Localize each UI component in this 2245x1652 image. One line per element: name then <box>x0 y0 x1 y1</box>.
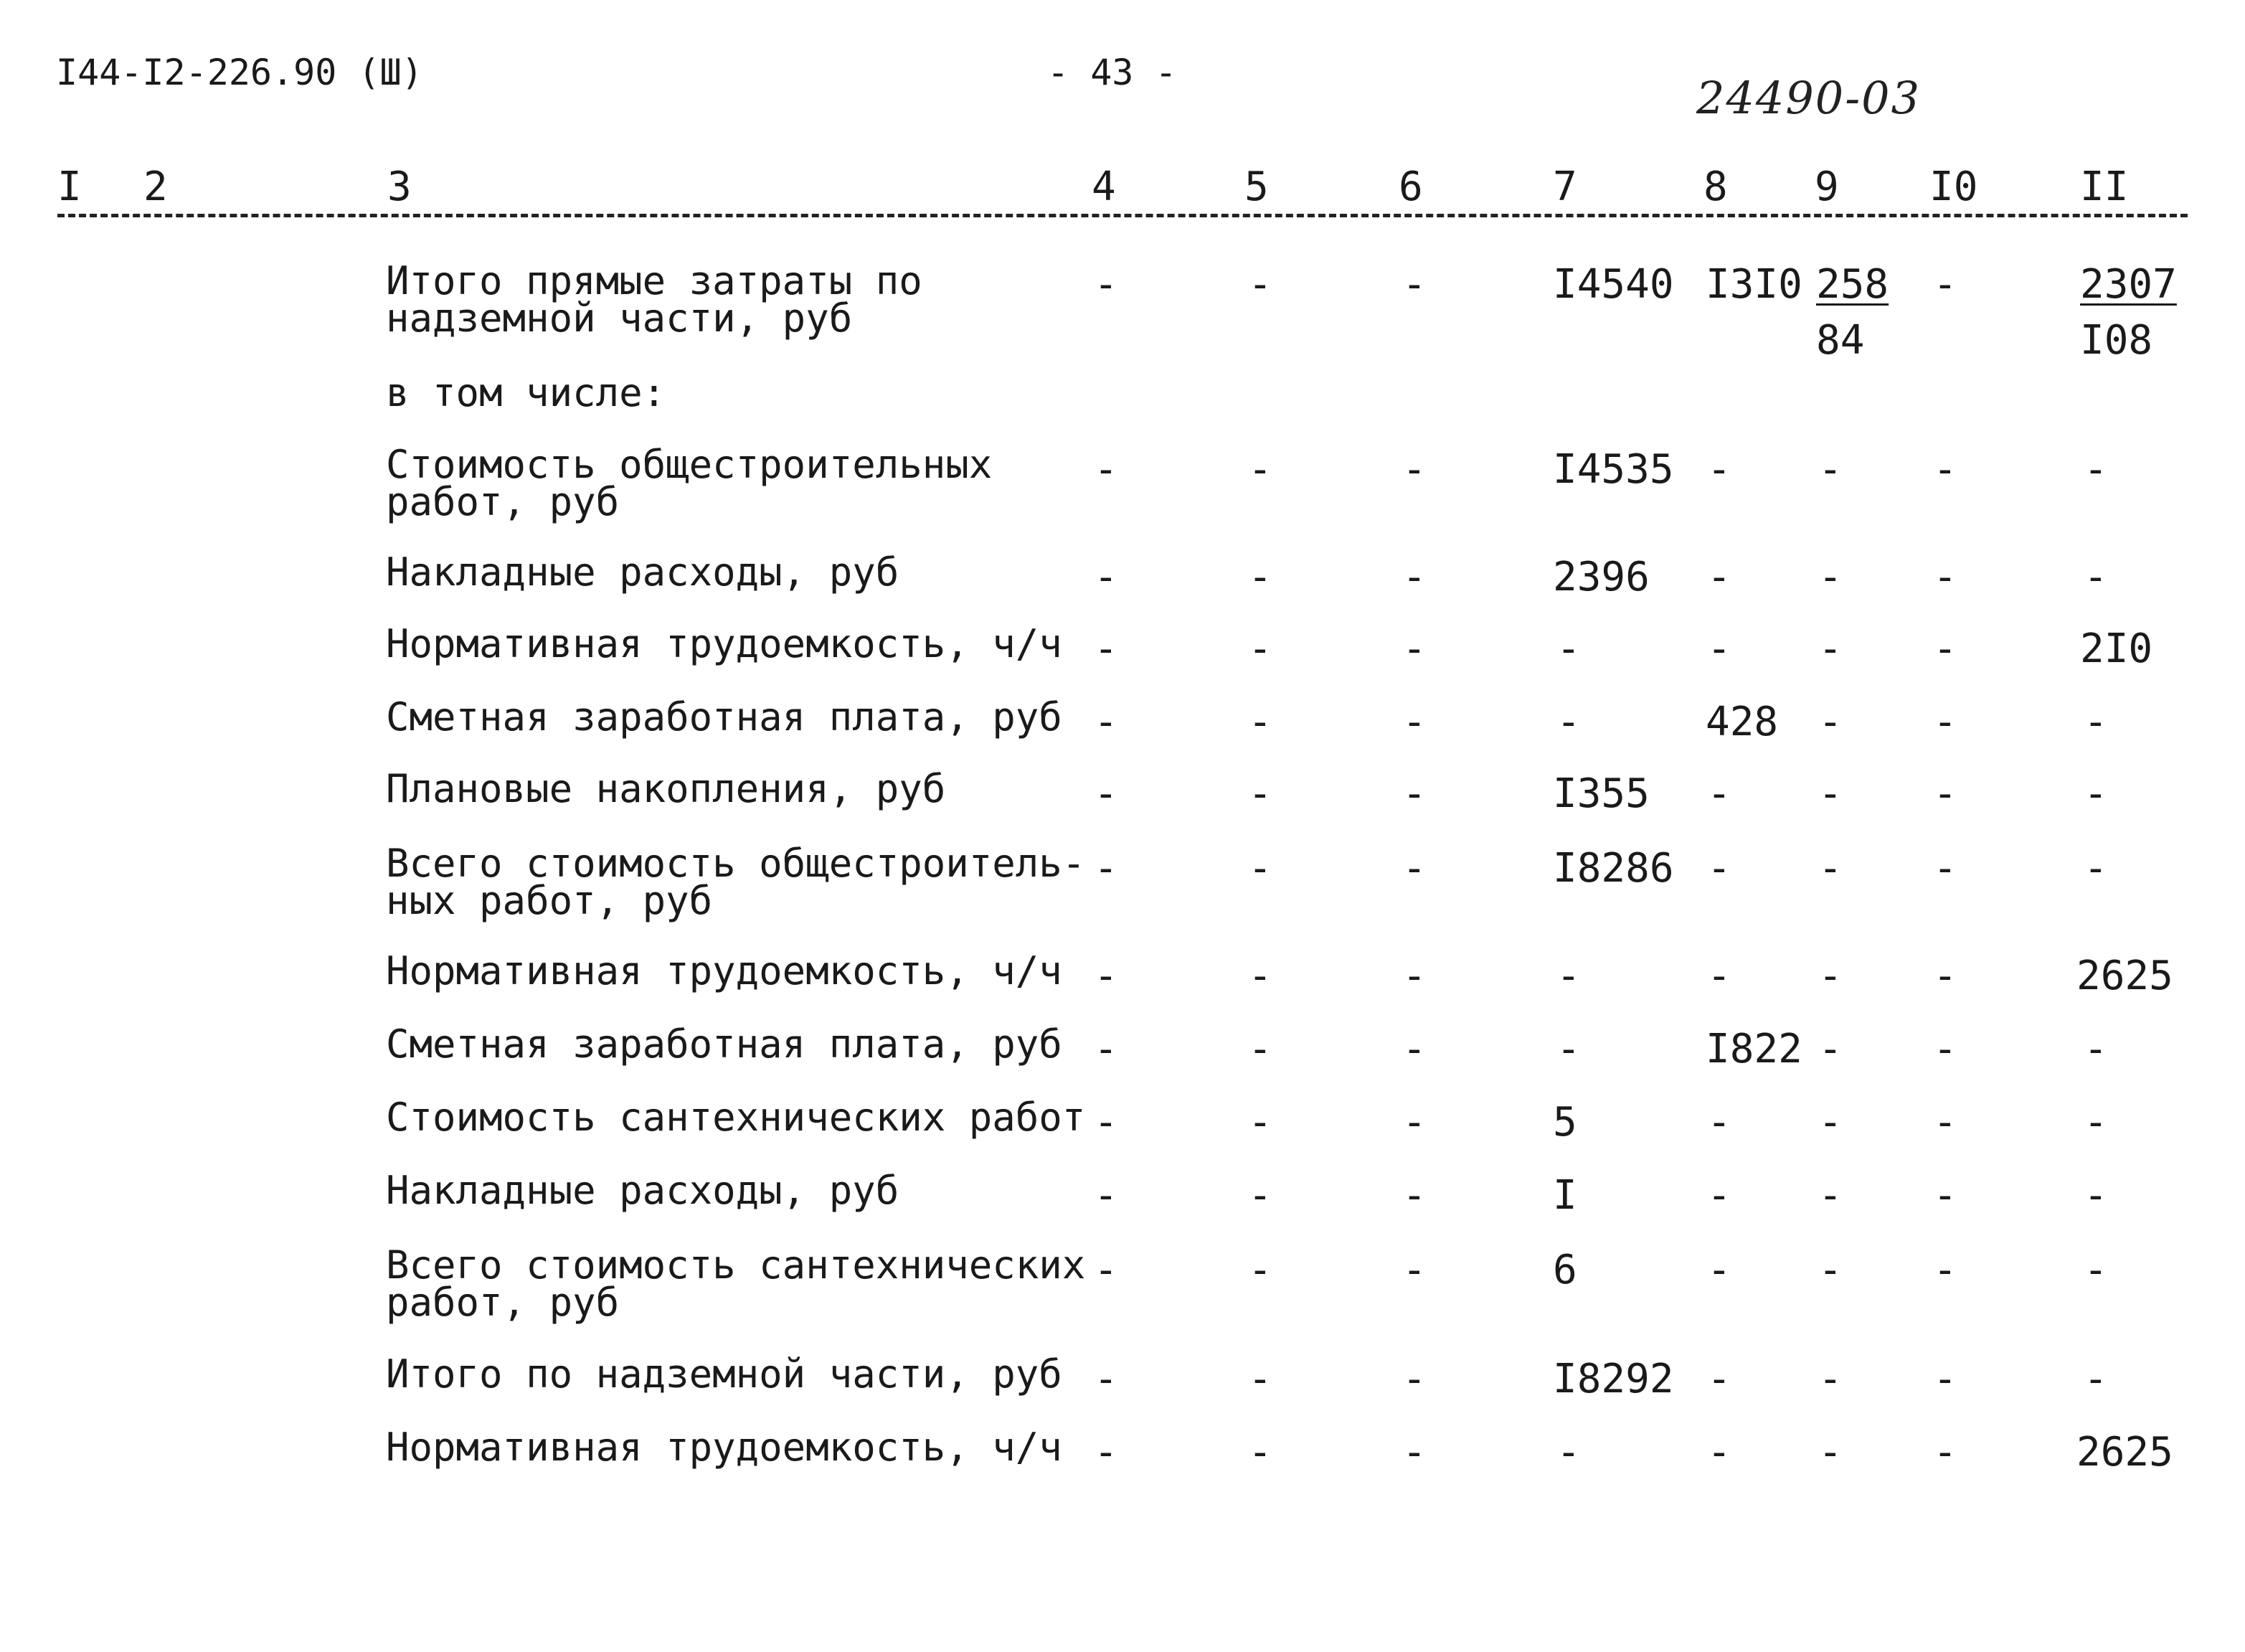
cell-col-8: - <box>1707 845 1731 892</box>
cell-col-9: - <box>1818 1356 1843 1402</box>
cell-col-11-denominator: I08 <box>2080 317 2153 364</box>
row-label-line: Нормативная трудоемкость, ч/ч <box>386 948 1062 993</box>
column-number-11: II <box>2080 164 2129 210</box>
cell-col-11: - <box>2084 699 2108 745</box>
cell-col-11: - <box>2084 1026 2108 1072</box>
cell-col-10: - <box>1933 1356 1957 1402</box>
cell-col-4: - <box>1094 770 1118 817</box>
cell-col-5: - <box>1248 953 1272 999</box>
column-number-4: 4 <box>1092 164 1116 210</box>
row-label-line: Накладные расходы, руб <box>386 549 899 595</box>
cell-col-11: - <box>2084 1099 2108 1146</box>
row-label-line: в том числе: <box>386 370 666 415</box>
cell-col-4: - <box>1094 1356 1118 1402</box>
cell-col-8: - <box>1707 770 1731 817</box>
cell-col-10: - <box>1933 699 1957 745</box>
cell-col-9: - <box>1818 1247 1843 1293</box>
cell-col-6: - <box>1402 699 1427 745</box>
cell-col-6: - <box>1402 446 1427 493</box>
column-number-10: I0 <box>1929 164 1978 210</box>
cell-col-7: I4535 <box>1553 446 1674 493</box>
cell-col-11: - <box>2084 1247 2108 1293</box>
cell-col-10: - <box>1933 1247 1957 1293</box>
cell-col-4: - <box>1094 446 1118 493</box>
cell-col-5: - <box>1248 554 1272 600</box>
cell-col-9-denominator: 84 <box>1816 317 1865 364</box>
cell-col-10: - <box>1933 626 1957 672</box>
cell-col-11: - <box>2084 554 2108 600</box>
cell-col-8: - <box>1707 1172 1731 1219</box>
page-number: - 43 - <box>1047 52 1177 93</box>
cell-col-9-numerator: 258 <box>1816 261 1889 308</box>
row-label-line: надземной части, руб <box>386 296 853 341</box>
row-label-line: Сметная заработная плата, руб <box>386 1021 1062 1067</box>
cell-col-7: I8292 <box>1553 1356 1674 1402</box>
cell-col-9: - <box>1818 770 1843 817</box>
cell-col-4: - <box>1094 1247 1118 1293</box>
cell-col-9: - <box>1818 446 1843 493</box>
column-number-2: 2 <box>143 164 168 210</box>
cell-col-4: - <box>1094 554 1118 600</box>
cell-col-9: - <box>1818 1099 1843 1146</box>
cell-col-4: - <box>1094 1099 1118 1146</box>
cell-col-7: - <box>1556 626 1581 672</box>
cell-col-6: - <box>1402 1172 1427 1219</box>
cell-col-5: - <box>1248 1099 1272 1146</box>
cell-col-6: - <box>1402 845 1427 892</box>
cell-col-7: 5 <box>1553 1099 1577 1146</box>
cell-col-11: - <box>2084 1356 2108 1402</box>
cell-col-8: - <box>1707 1099 1731 1146</box>
cell-col-5: - <box>1248 845 1272 892</box>
row-label-line: Нормативная трудоемкость, ч/ч <box>386 1425 1062 1470</box>
row-label-line: Плановые накопления, руб <box>386 766 946 811</box>
cell-col-10: - <box>1933 261 1957 308</box>
cell-col-6: - <box>1402 1429 1427 1476</box>
cell-col-6: - <box>1402 1247 1427 1293</box>
row-label-line: работ, руб <box>386 1280 620 1325</box>
cell-col-6: - <box>1402 1026 1427 1072</box>
cell-col-8: - <box>1707 446 1731 493</box>
cell-col-11: - <box>2084 770 2108 817</box>
column-number-1: I <box>57 164 82 210</box>
cell-col-5: - <box>1248 1356 1272 1402</box>
row-label-line: Стоимость общестроительных <box>386 442 993 487</box>
row-label-line: Стоимость сантехнических работ <box>386 1095 1086 1140</box>
cell-col-8: - <box>1707 1247 1731 1293</box>
cell-col-7: I355 <box>1553 770 1650 817</box>
document-code: I44-I2-226.90 (Ш) <box>56 52 423 93</box>
row-label-line: Итого прямые затраты по <box>386 258 922 303</box>
cell-col-5: - <box>1248 1026 1272 1072</box>
cell-col-6: - <box>1402 770 1427 817</box>
cell-col-9: - <box>1818 554 1843 600</box>
cell-col-5: - <box>1248 1172 1272 1219</box>
column-number-8: 8 <box>1703 164 1728 210</box>
cell-col-8: I3I0 <box>1706 261 1802 308</box>
column-number-9: 9 <box>1815 164 1839 210</box>
cell-col-11: - <box>2084 845 2108 892</box>
column-number-6: 6 <box>1399 164 1423 210</box>
cell-col-6: - <box>1402 261 1427 308</box>
cell-col-4: - <box>1094 1172 1118 1219</box>
cell-col-9: - <box>1818 1172 1843 1219</box>
row-label-line: Всего стоимость сантехнических <box>386 1242 1086 1288</box>
cell-col-8: - <box>1707 626 1731 672</box>
cell-col-7: I4540 <box>1553 261 1674 308</box>
cell-col-4: - <box>1094 699 1118 745</box>
cell-col-9: - <box>1818 953 1843 999</box>
cell-col-11: 2625 <box>2076 953 2173 999</box>
cell-col-11-numerator: 2307 <box>2080 261 2177 308</box>
cell-col-10: - <box>1933 1172 1957 1219</box>
cell-col-8: - <box>1707 554 1731 600</box>
row-label-line: Накладные расходы, руб <box>386 1168 899 1213</box>
cell-col-9: - <box>1818 626 1843 672</box>
cell-col-8: - <box>1707 1429 1731 1476</box>
cell-col-6: - <box>1402 626 1427 672</box>
cell-col-11: - <box>2084 446 2108 493</box>
cell-col-8: I822 <box>1706 1026 1802 1072</box>
cell-col-10: - <box>1933 1026 1957 1072</box>
cell-col-7: I <box>1553 1172 1577 1219</box>
column-number-5: 5 <box>1244 164 1269 210</box>
cell-col-7: 2396 <box>1553 554 1650 600</box>
cell-col-10: - <box>1933 446 1957 493</box>
header-dashed-rule <box>57 214 2188 217</box>
cell-col-4: - <box>1094 845 1118 892</box>
cell-col-11: 2625 <box>2076 1429 2173 1476</box>
row-label-line: Всего стоимость общестроитель- <box>386 841 1086 886</box>
cell-col-5: - <box>1248 261 1272 308</box>
row-label-line: Нормативная трудоемкость, ч/ч <box>386 621 1062 666</box>
cell-col-10: - <box>1933 770 1957 817</box>
cell-col-11: 2I0 <box>2080 626 2153 672</box>
cell-col-6: - <box>1402 1356 1427 1402</box>
cell-col-7: - <box>1556 1026 1581 1072</box>
column-number-7: 7 <box>1553 164 1577 210</box>
cell-col-10: - <box>1933 554 1957 600</box>
cell-col-6: - <box>1402 1099 1427 1146</box>
cell-col-7: I8286 <box>1553 845 1674 892</box>
cell-col-5: - <box>1248 770 1272 817</box>
row-label-line: работ, руб <box>386 479 620 524</box>
cell-col-9: - <box>1818 845 1843 892</box>
cell-col-9: - <box>1818 1429 1843 1476</box>
cell-col-4: - <box>1094 1429 1118 1476</box>
cell-col-5: - <box>1248 626 1272 672</box>
cell-col-5: - <box>1248 699 1272 745</box>
row-label-line: ных работ, руб <box>386 878 713 923</box>
row-label-line: Сметная заработная плата, руб <box>386 694 1062 740</box>
cell-col-4: - <box>1094 953 1118 999</box>
cell-col-11: - <box>2084 1172 2108 1219</box>
cell-col-7: - <box>1556 699 1581 745</box>
cell-col-9: - <box>1818 699 1843 745</box>
cell-col-10: - <box>1933 953 1957 999</box>
cell-col-9: - <box>1818 1026 1843 1072</box>
cell-col-5: - <box>1248 1247 1272 1293</box>
cell-col-4: - <box>1094 1026 1118 1072</box>
cell-col-6: - <box>1402 953 1427 999</box>
cell-col-10: - <box>1933 1429 1957 1476</box>
cell-col-8: - <box>1707 953 1731 999</box>
cell-col-5: - <box>1248 1429 1272 1476</box>
cell-col-7: - <box>1556 1429 1581 1476</box>
cell-col-7: - <box>1556 953 1581 999</box>
cell-col-6: - <box>1402 554 1427 600</box>
handwritten-reference: 24490-03 <box>1696 72 1922 124</box>
cell-col-7: 6 <box>1553 1247 1577 1293</box>
cell-col-10: - <box>1933 1099 1957 1146</box>
cell-col-4: - <box>1094 626 1118 672</box>
cell-col-4: - <box>1094 261 1118 308</box>
cell-col-10: - <box>1933 845 1957 892</box>
cell-col-8: 428 <box>1706 699 1779 745</box>
cell-col-8: - <box>1707 1356 1731 1402</box>
row-label-line: Итого по надземной части, руб <box>386 1351 1062 1397</box>
cell-col-5: - <box>1248 446 1272 493</box>
column-number-3: 3 <box>387 164 412 210</box>
